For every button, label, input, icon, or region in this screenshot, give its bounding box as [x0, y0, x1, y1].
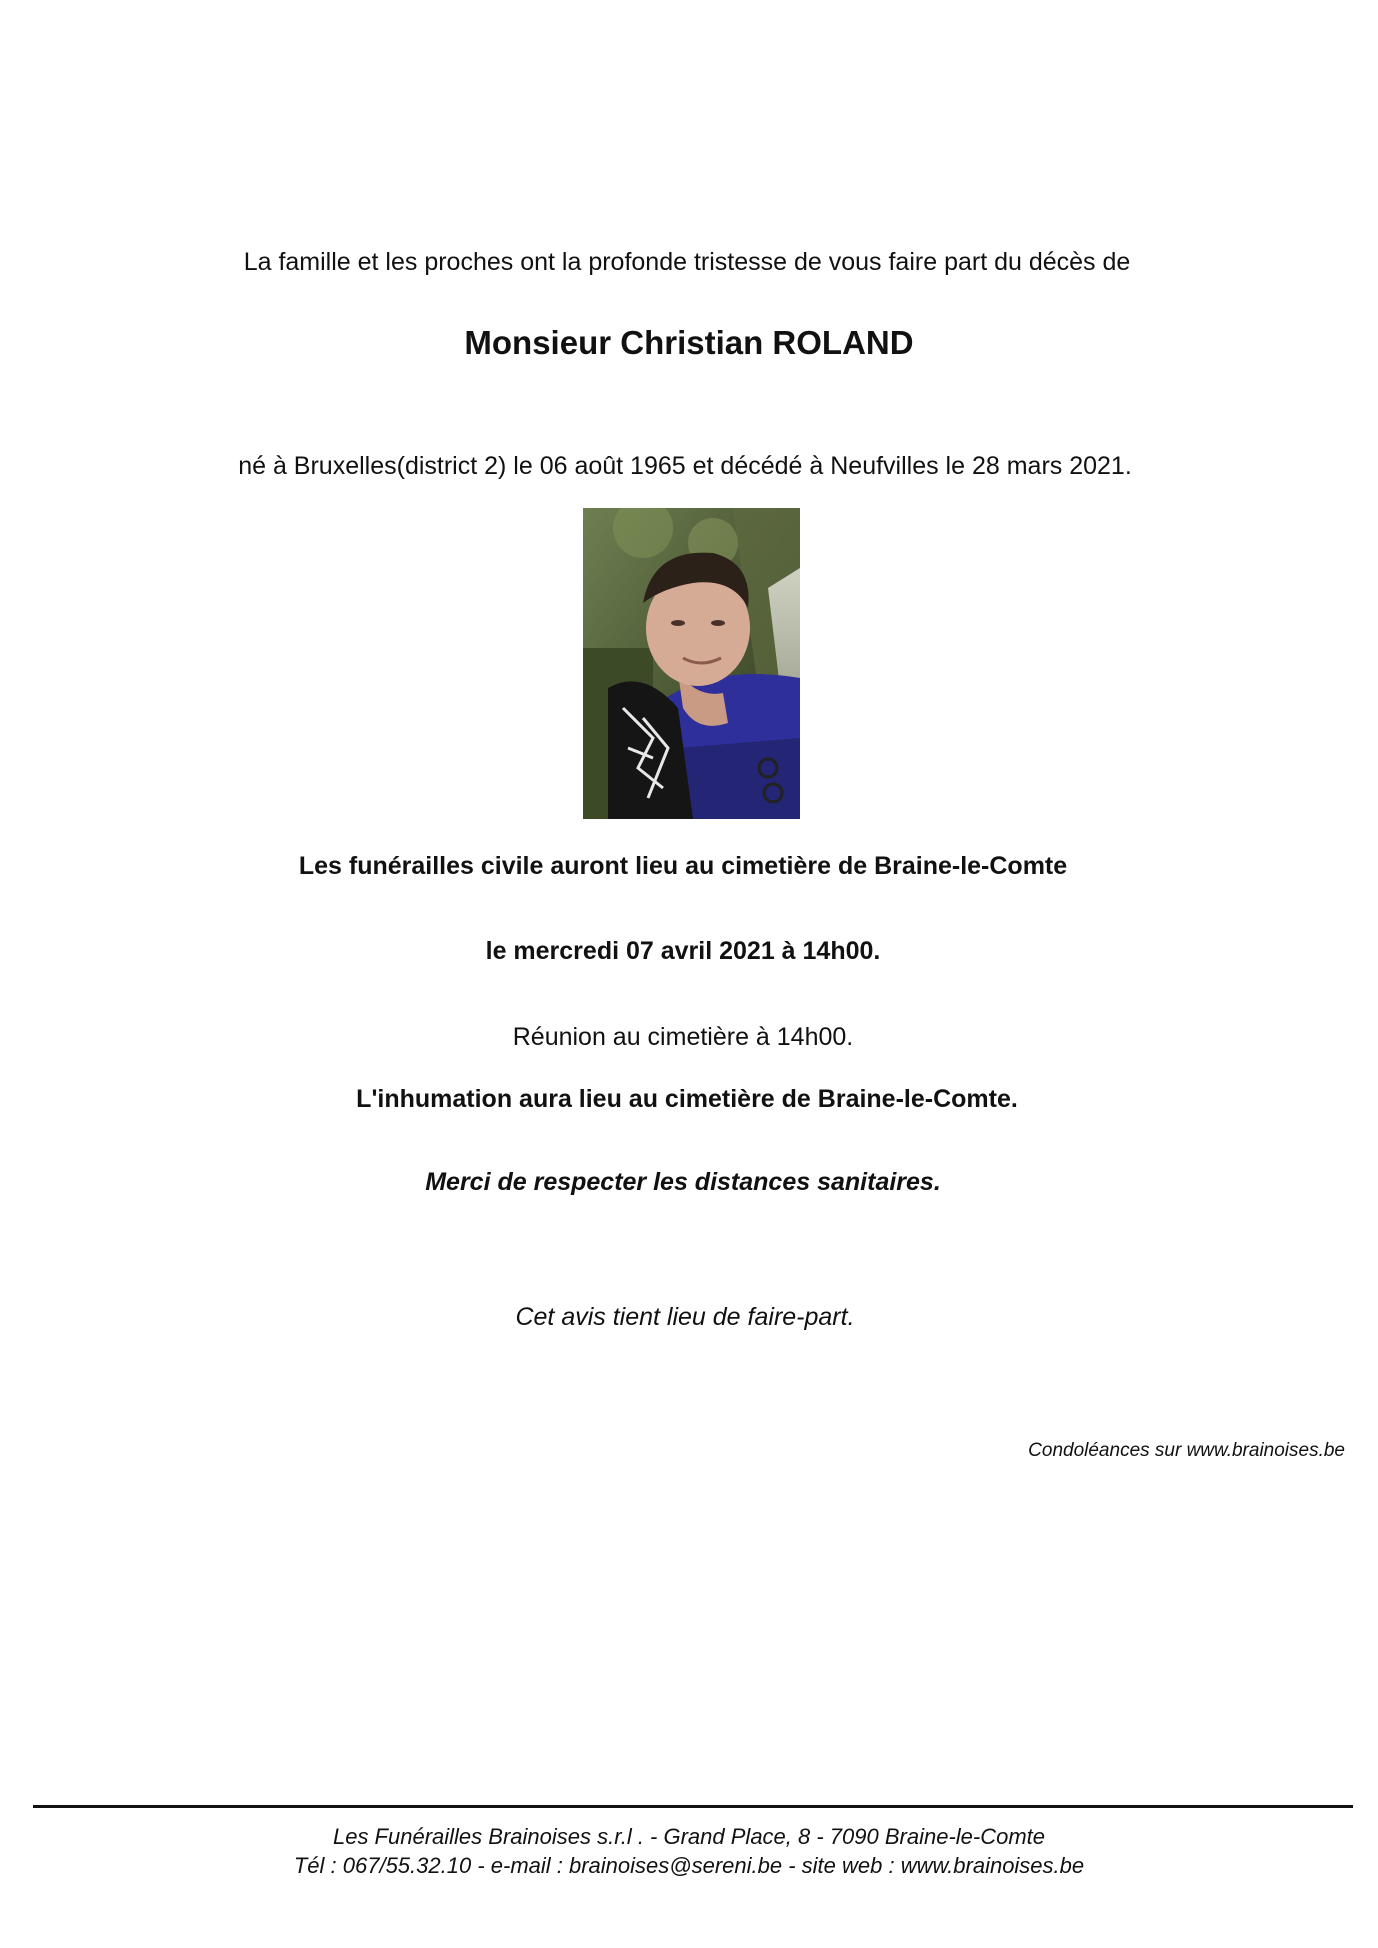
condolences-link: Condoléances sur www.brainoises.be: [1028, 1440, 1345, 1461]
footer-divider: [33, 1805, 1353, 1808]
reunion-text: Réunion au cimetière à 14h00.: [512, 1023, 854, 1051]
deceased-name: Monsieur Christian ROLAND: [464, 324, 914, 361]
funeral-location: Les funérailles civile auront lieu au cimetière de Braine-le-Comte: [298, 852, 1068, 880]
footer-contact: Tél : 067/55.32.10 - e-mail : brainoises@sereni.be - site web : www.brainoises.be: [293, 1853, 1085, 1878]
intro-text: La famille et les proches ont la profonde tristesse de vous faire part du décès de: [243, 248, 1131, 276]
portrait-photo: [583, 508, 800, 819]
footer-address: Les Funérailles Brainoises s.r.l . - Grand Place, 8 - 7090 Braine-le-Comte: [332, 1824, 1046, 1849]
distancing-notice: Merci de respecter les distances sanitaires.: [425, 1168, 941, 1196]
funeral-date: le mercredi 07 avril 2021 à 14h00.: [485, 937, 881, 965]
faire-part-notice: Cet avis tient lieu de faire-part.: [515, 1303, 855, 1331]
burial-text: L'inhumation aura lieu au cimetière de Braine-le-Comte.: [356, 1085, 1018, 1113]
birth-death-text: né à Bruxelles(district 2) le 06 août 1965 et décédé à Neufvilles le 28 mars 2021.: [238, 452, 1132, 480]
